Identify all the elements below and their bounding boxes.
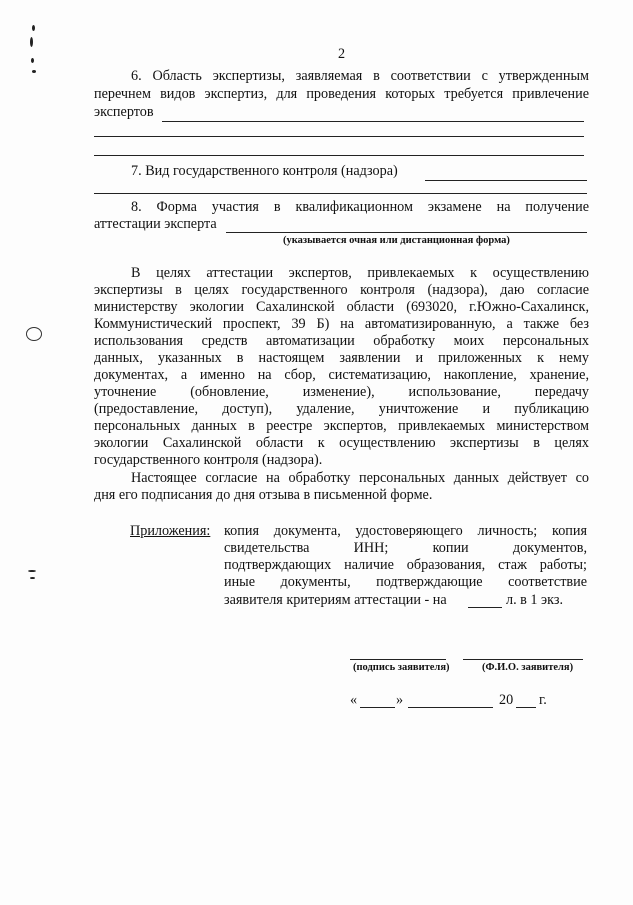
date-year-suffix: г. (539, 692, 547, 708)
item8-hint: (указывается очная или дистанционная форма) (283, 235, 510, 246)
full-name-line (463, 659, 583, 660)
item8-line1: 8. Форма участия в квалификационном экзамене на получение (131, 199, 589, 215)
date-day-blank (360, 707, 395, 708)
consent-line: Коммунистический проспект, 39 Б) на автоматизированную, а также без (94, 316, 589, 332)
validity-line1: Настоящее согласие на обработку персональных данных действует со (131, 470, 589, 486)
validity-line2: дня его подписания до дня отзыва в письменной форме. (94, 487, 433, 503)
date-month-blank (408, 707, 493, 708)
consent-line: использования средств автоматизации обработку моих персональных (94, 333, 589, 349)
scan-artifact (32, 70, 36, 73)
sheet-count-blank (468, 607, 502, 608)
scan-artifact (30, 37, 33, 47)
scan-artifact (28, 570, 36, 572)
page-number: 2 (338, 46, 346, 62)
date-open-quote: « (350, 692, 358, 708)
punch-hole-mark (26, 327, 42, 341)
item7-fill-line (94, 193, 587, 194)
attachment-last-line: заявителя критериям аттестации - на (224, 592, 447, 608)
item8-fill-line (226, 232, 587, 233)
item7-fill-line (425, 180, 587, 181)
attachments-label: Приложения: (130, 523, 211, 539)
item6-fill-line (94, 155, 584, 156)
item8-line2: аттестации эксперта (94, 216, 217, 232)
consent-line: В целях аттестации экспертов, привлекаемых к осуществлению (131, 265, 589, 281)
item6-line1: 6. Область экспертизы, заявляемая в соответствии с утвержденным (131, 68, 589, 84)
item7-label: 7. Вид государственного контроля (надзора) (131, 163, 398, 179)
scan-artifact (30, 577, 35, 579)
consent-line: документах, а именно на сбор, систематизацию, накопление, хранение, (94, 367, 589, 383)
attachment-line: свидетельства ИНН; копии документов, (224, 540, 587, 556)
consent-line: данных, указанных в настоящем заявлении и приложенных к нему (94, 350, 589, 366)
consent-line: министерству экологии Сахалинской области (693020, г.Южно-Сахалинск, (94, 299, 589, 315)
signature-line (350, 659, 446, 660)
attachment-line: иные документы, подтверждающие соответствие (224, 574, 587, 590)
date-close-quote: » (396, 692, 404, 708)
attachment-last-line-end: л. в 1 экз. (506, 592, 564, 608)
consent-line: уточнение (обновление, изменение), использование, передачу (94, 384, 589, 400)
scan-artifact (32, 25, 35, 31)
scan-artifact (31, 58, 34, 63)
consent-line: персональных данных в реестре экспертов, привлекаемых министерством (94, 418, 589, 434)
full-name-caption: (Ф.И.О. заявителя) (482, 662, 574, 673)
attachment-line: копия документа, удостоверяющего личность; копия (224, 523, 587, 539)
consent-line: экспертизы в целях государственного контроля (надзора), даю согласие (94, 282, 589, 298)
consent-line: (предоставление, доступ), удаление, уничтожение и публикацию (94, 401, 589, 417)
item6-line2: перечнем видов экспертиз, для проведения которых требуется привлечение (94, 86, 589, 102)
attachment-line: подтверждающих наличие образования, стаж работы; (224, 557, 587, 573)
item6-fill-line (94, 136, 584, 137)
signature-caption: (подпись заявителя) (353, 662, 450, 673)
consent-line: экологии Сахалинской области к осуществлению экспертизы в целях (94, 435, 589, 451)
consent-last-line: государственного контроля (надзора). (94, 452, 323, 468)
item6-line3: экспертов (94, 104, 154, 120)
date-year-blank (516, 707, 536, 708)
item6-fill-line (162, 121, 584, 122)
date-year-prefix: 20 (499, 692, 514, 708)
